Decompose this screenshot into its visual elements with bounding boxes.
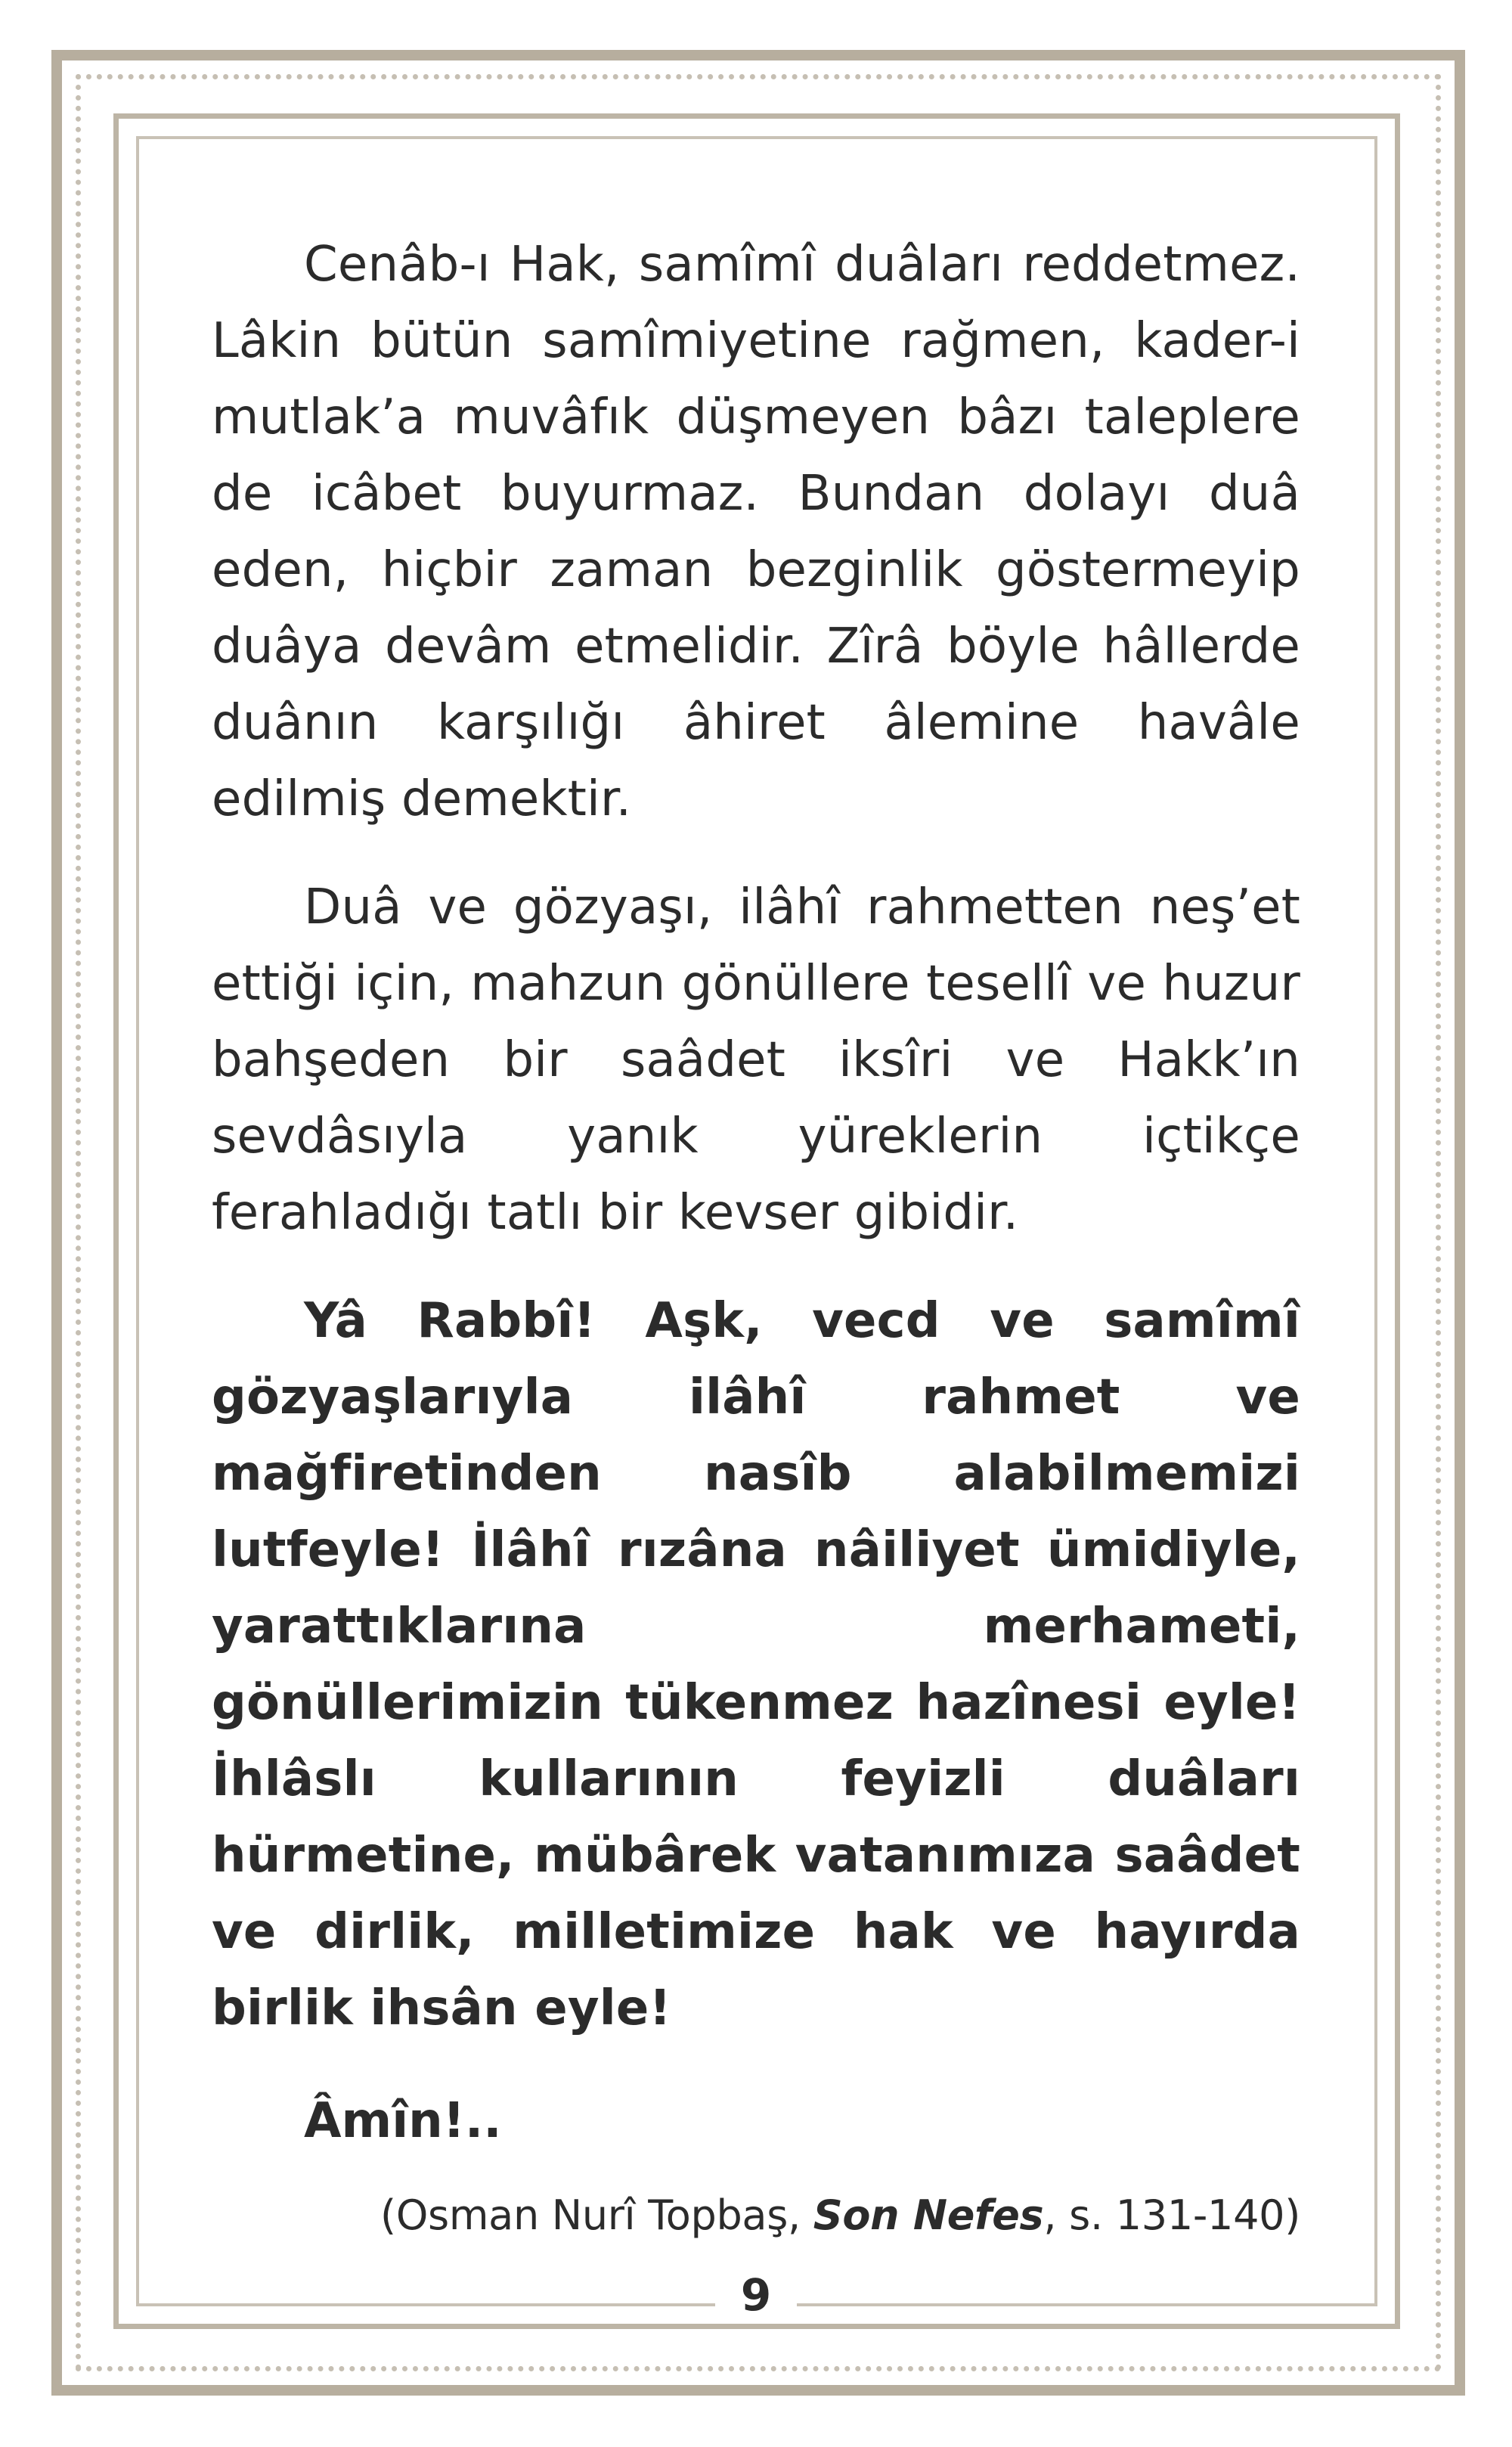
amin-line: Âmîn!..	[304, 2093, 502, 2149]
citation-pages: , s. 131-140)	[1043, 2191, 1300, 2239]
paragraph-1: Cenâb-ı Hak, samîmî duâları reddetmez. Lâkin bütün samîmiyetine rağmen, kader-i mutlak’a muvâfık düşmeyen bâzı taleplere de icâbet buyurmaz. Bundan dolayı duâ eden, hiçbir zaman bezginlik göstermeyip duâya devâm etmelidir. Zîrâ böyle hâllerde duânın karşılığı âhiret âlemine havâle edilmiş demektir.	[212, 237, 1300, 827]
citation-book-title: Son Nefes	[813, 2191, 1044, 2239]
page-body	[212, 227, 1300, 2246]
citation	[212, 2185, 1300, 2246]
citation-open: (	[380, 2191, 396, 2239]
paragraph-2: Duâ ve gözyaşı, ilâhî rahmetten neş’et ettiği için, mahzun gönüllere tesellî ve huzur bahşeden bir saâdet iksîri ve Hakk’ın sevdâsıyla yanık yüreklerin içtikçe ferahladığı tatlı bir kevser gibidir.	[212, 879, 1300, 1241]
page-number-label: 9	[715, 2269, 797, 2321]
citation-author: Osman Nurî Topbaş,	[395, 2191, 813, 2239]
prayer-paragraph: Yâ Rabbî! Aşk, vecd ve samîmî gözyaşlarıyla ilâhî rahmet ve mağfiretinden nasîb alabilmemizi lutfeyle! İlâhî rızâna nâiliyet ümidiyle, yarattıklarına merhameti, gönüllerimizin tükenmez hazînesi eyle! İhlâslı kullarının feyizli duâları hürmetine, mübârek vatanımıza saâdet ve dirlik, milletimize hak ve hayırda birlik ihsân eyle!	[212, 1293, 1300, 2036]
page-number	[0, 2269, 1512, 2321]
